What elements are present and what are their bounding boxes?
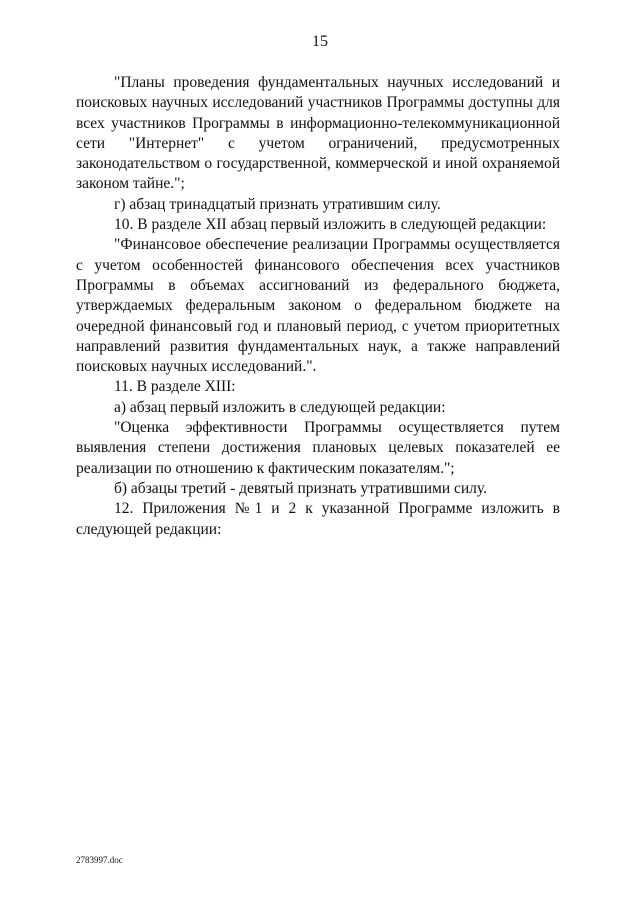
paragraph-quote-research-plans: "Планы проведения фундаментальных научных исследований и поисковых научных исследований участников Программы доступны для всех участников Программы в информационно-телекоммуникационной сети "Интернет" с учетом ограничений, предусмотренных законодательством о государственной, коммерческой и иной охраняемой законом тайне.";: [76, 74, 560, 193]
paragraph-item-a: а) абзац первый изложить в следующей редакции:: [114, 398, 446, 416]
paragraph-item-10: 10. В разделе XII абзац первый изложить в следующей редакции:: [114, 216, 547, 234]
paragraph-item-12: 12. Приложения №1 и 2 к указанной Программе изложить в следующей редакции:: [76, 500, 560, 538]
document-filename-footer: 2783997.doc: [76, 855, 123, 865]
paragraph-quote-evaluation: "Оценка эффективности Программы осуществляется путем выявления степени достижения плановых целевых показателей ее реализации по отношению к фактическим показателям.";: [76, 419, 560, 477]
document-body: [76, 73, 560, 540]
paragraph-quote-financing: "Финансовое обеспечение реализации Программы осуществляется с учетом особенностей финансового обеспечения всех участников Программы в объемах ассигнований из федерального бюджета, утверждаемых федеральным законом о федеральном бюджете на очередной финансовый год и плановый период, с учетом приоритетных направлений развития фундаментальных наук, а также направлений поисковых научных исследований.".: [76, 236, 560, 376]
page-number: 15: [312, 33, 328, 50]
paragraph-item-11: 11. В разделе XIII:: [114, 378, 236, 396]
paragraph-item-g: г) абзац тринадцатый признать утратившим силу.: [114, 195, 441, 213]
paragraph-item-b: б) абзацы третий - девятый признать утратившими силу.: [114, 479, 487, 497]
